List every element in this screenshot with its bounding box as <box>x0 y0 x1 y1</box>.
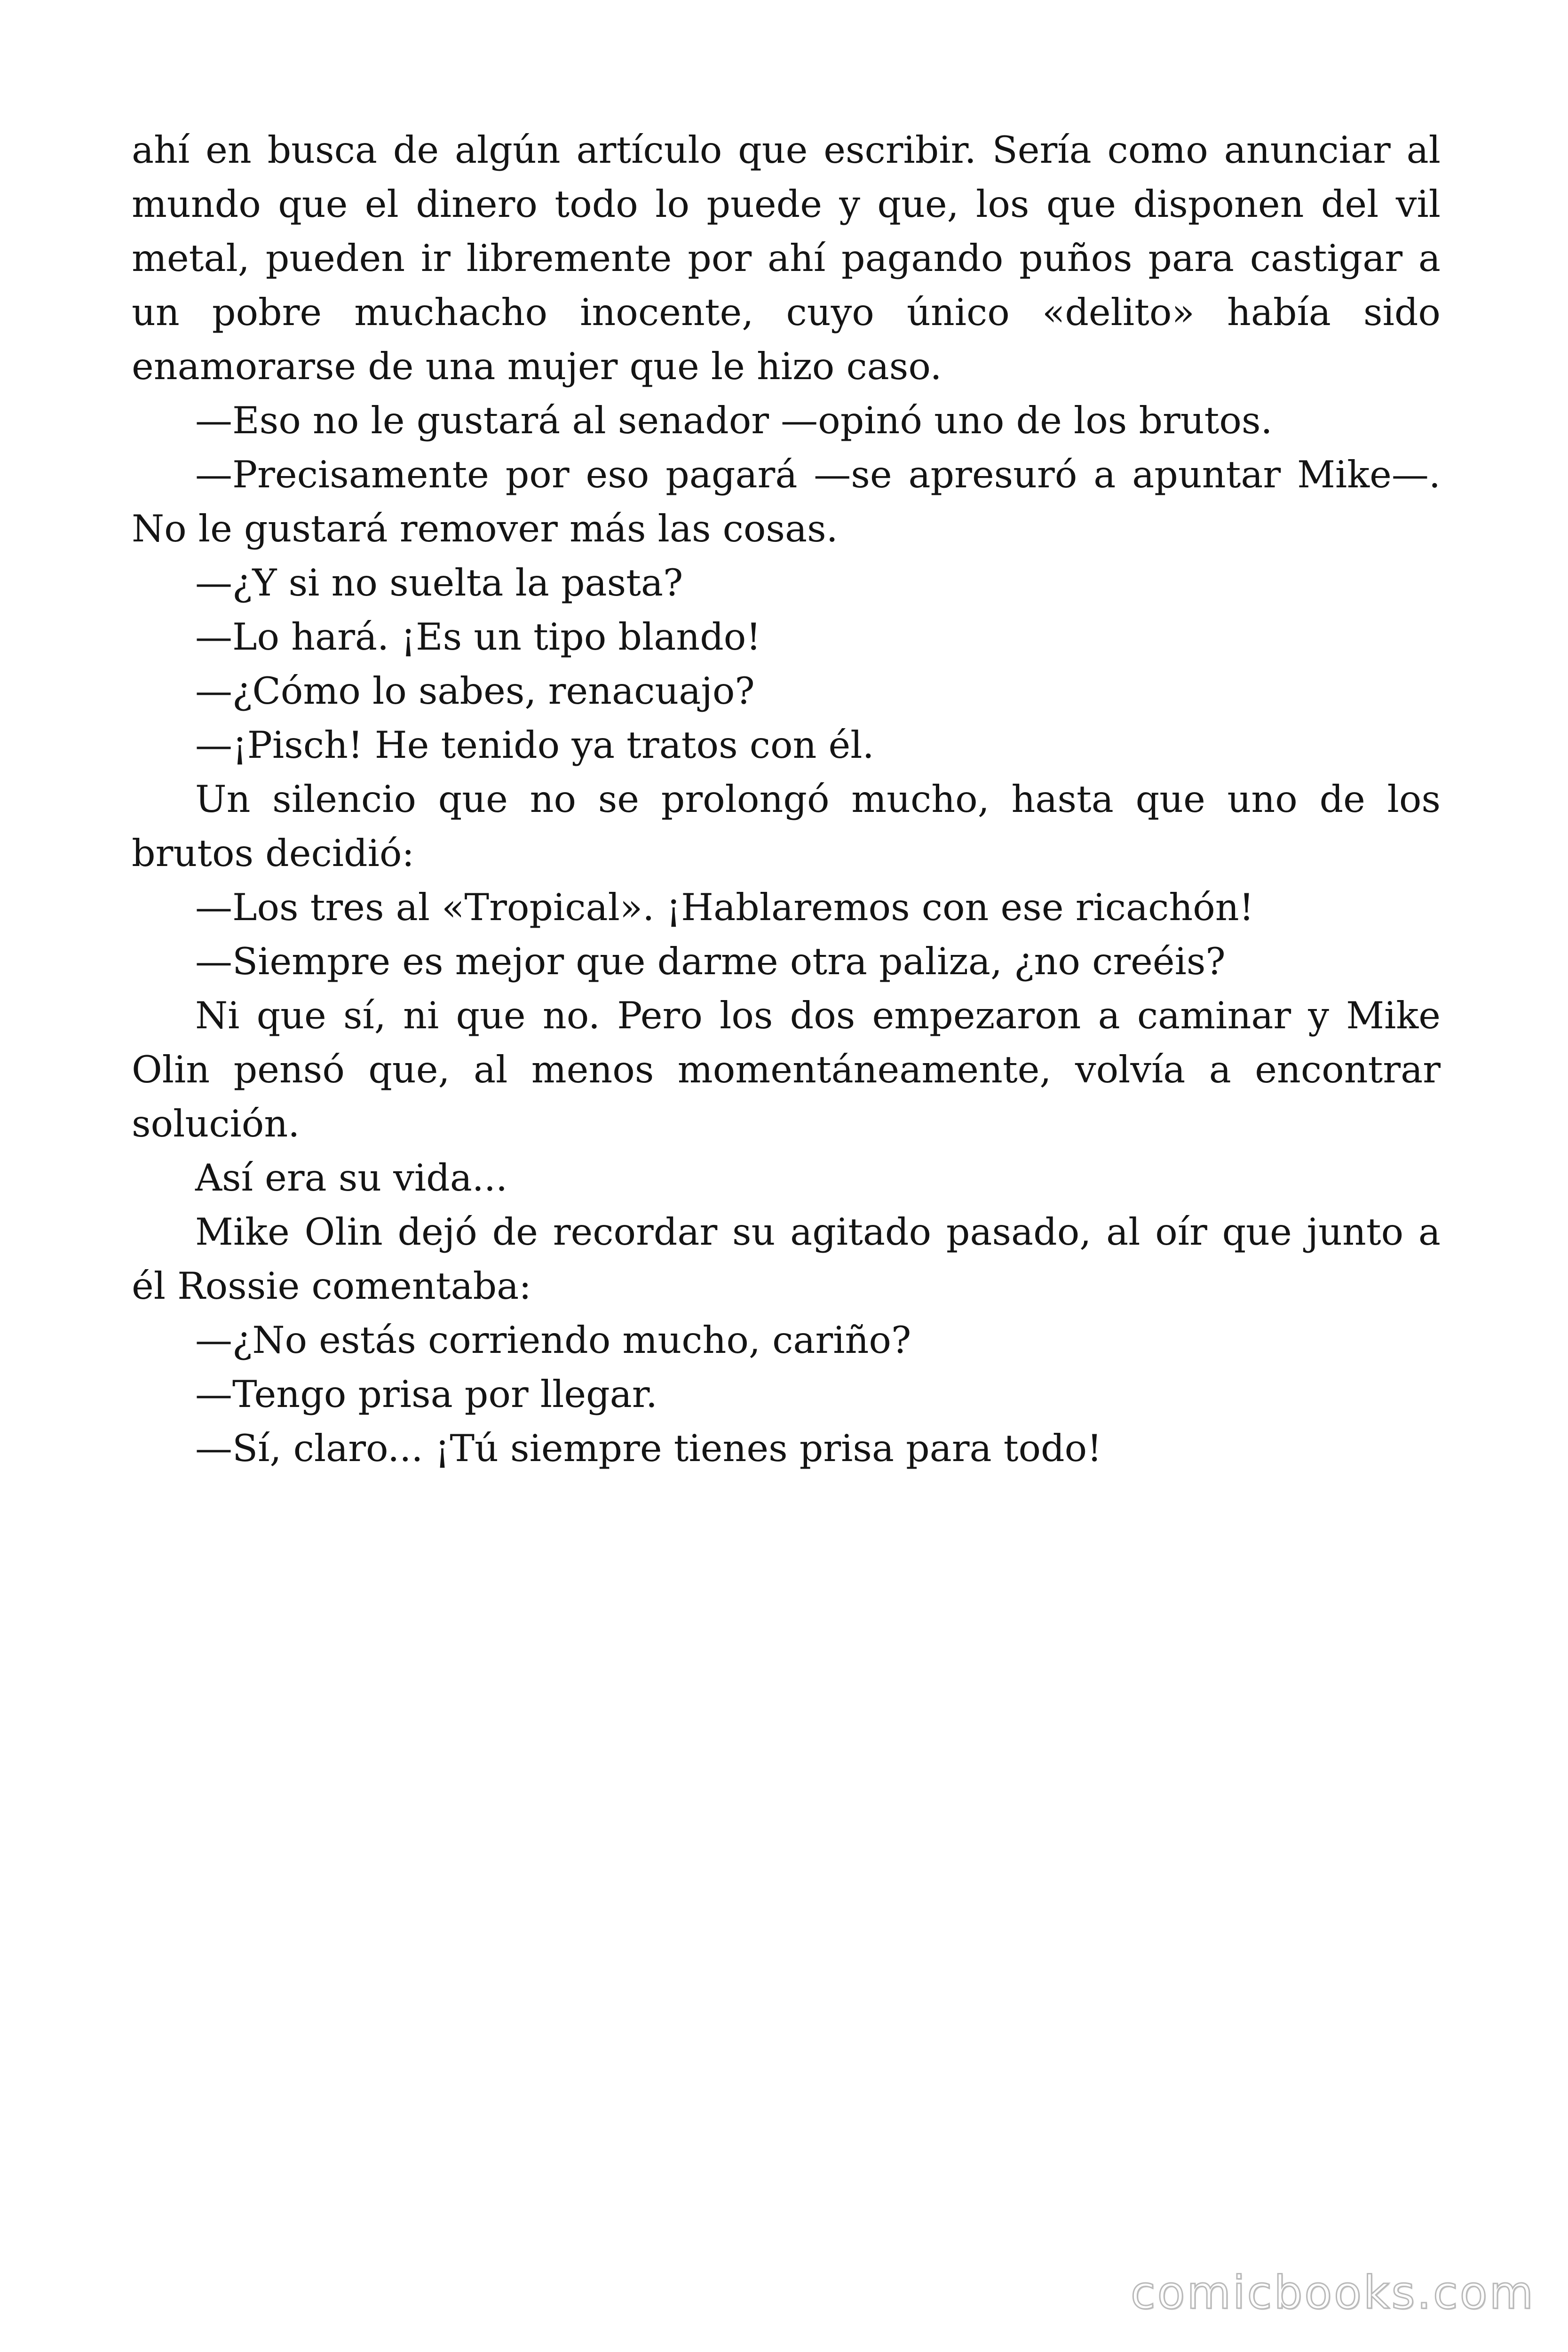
paragraph: —¿No estás corriendo mucho, cariño? <box>195 1319 911 1362</box>
paragraph: —Sí, claro... ¡Tú siempre tienes prisa para todo! <box>195 1427 1102 1470</box>
paragraph: —¡Pisch! He tenido ya tratos con él. <box>195 723 874 767</box>
watermark-text: comicbooks.com <box>1130 2266 1535 2319</box>
paragraph: Mike Olin dejó de recordar su agitado pasado, al oír que junto a él Rossie comentaba: <box>132 1210 1441 1308</box>
paragraph: —Lo hará. ¡Es un tipo blando! <box>195 615 761 659</box>
paragraph: —Siempre es mejor que darme otra paliza, ¿no creéis? <box>195 940 1226 983</box>
paragraph: Así era su vida... <box>195 1156 508 1200</box>
paragraph: —¿Y si no suelta la pasta? <box>195 561 683 604</box>
paragraph: ahí en busca de algún artículo que escribir. Sería como anunciar al mundo que el dinero todo lo puede y que, los que disponen del vil metal, pueden ir libremente por ahí pagando puños para castigar a un pobre muchacho inocente, cuyo único «delito» había sido enamorarse de una mujer que le hizo caso. <box>132 128 1441 388</box>
paragraph: Ni que sí, ni que no. Pero los dos empezaron a caminar y Mike Olin pensó que, al menos momentáneamente, volvía a encontrar solución. <box>132 994 1441 1145</box>
paragraph: Un silencio que no se prolongó mucho, hasta que uno de los brutos decidió: <box>132 778 1441 875</box>
paragraph: —Los tres al «Tropical». ¡Hablaremos con ese ricachón! <box>195 886 1254 929</box>
paragraph: —¿Cómo lo sabes, renacuajo? <box>195 669 755 713</box>
paragraph: —Precisamente por eso pagará —se apresuró a apuntar Mike—. No le gustará remover más las cosas. <box>132 453 1441 550</box>
paragraph: —Eso no le gustará al senador —opinó uno de los brutos. <box>195 399 1273 442</box>
body-text <box>132 123 1441 1476</box>
paragraph: —Tengo prisa por llegar. <box>195 1373 657 1416</box>
